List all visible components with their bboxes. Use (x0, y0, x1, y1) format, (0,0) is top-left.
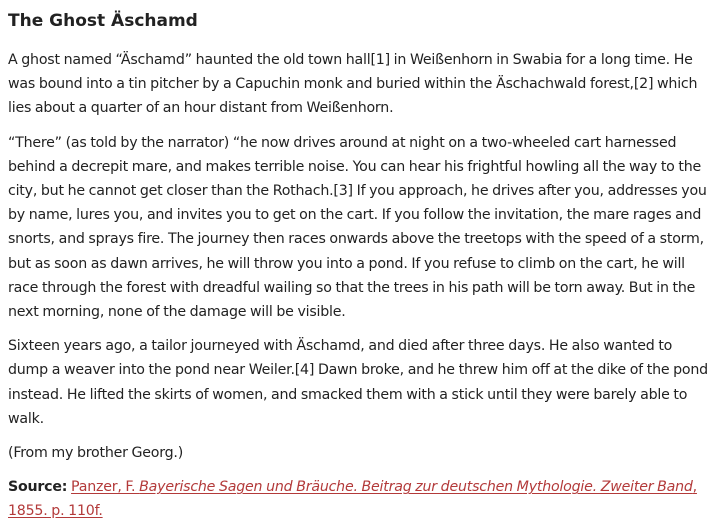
story-paragraph-2: “There” (as told by the narrator) “he now drives around at night on a two-wheeled cart harnessed behind a decrepit mare, and makes terrible noise. You can hear his frightful howling all the way to the city, but he cannot get closer than the Rothach.[3] If you approach, he drives after you, addresses you by name, lures you, and invites you to get on the cart. If you follow the invitation, the mare rages and snorts, and sprays fire. The journey then races onwards above the treetops with the speed of a storm, but as soon as dawn arrives, he will throw you into a pond. If you refuse to climb on the cart, he will race through the forest with dreadful wailing so that the trees in his path will be torn away. But in the next morning, none of the damage will be visible. (8, 134, 707, 321)
source-author: Panzer, F. (71, 479, 140, 496)
source-details: , 1855. p. 110f. (8, 479, 697, 520)
source-book-title: Bayerische Sagen und Bräuche. Beitrag zur deutschen Mythologie. Zweiter Band (139, 479, 693, 496)
story-paragraph-3: Sixteen years ago, a tailor journeyed with Äschamd, and died after three days. He also wanted to dump a weaver into the pond near Weiler.[4] Dawn broke, and he threw him off at the dike of the pond instead. He lifted the skirts of women, and smacked them with a stick until they were barely able to walk. (8, 338, 708, 427)
story-title: The Ghost Äschamd (8, 11, 198, 31)
source-citation (8, 475, 715, 523)
source-link[interactable] (8, 479, 697, 519)
story-paragraph-4: (From my brother Georg.) (8, 445, 184, 462)
source-label: Source: (8, 479, 68, 496)
story-paragraph-1: A ghost named “Äschamd” haunted the old town hall[1] in Weißenhorn in Swabia for a long time. He was bound into a tin pitcher by a Capuchin monk and buried within the Äschachwald forest,[2] which lies about a quarter of an hour distant from Weißenhorn. (8, 52, 698, 117)
